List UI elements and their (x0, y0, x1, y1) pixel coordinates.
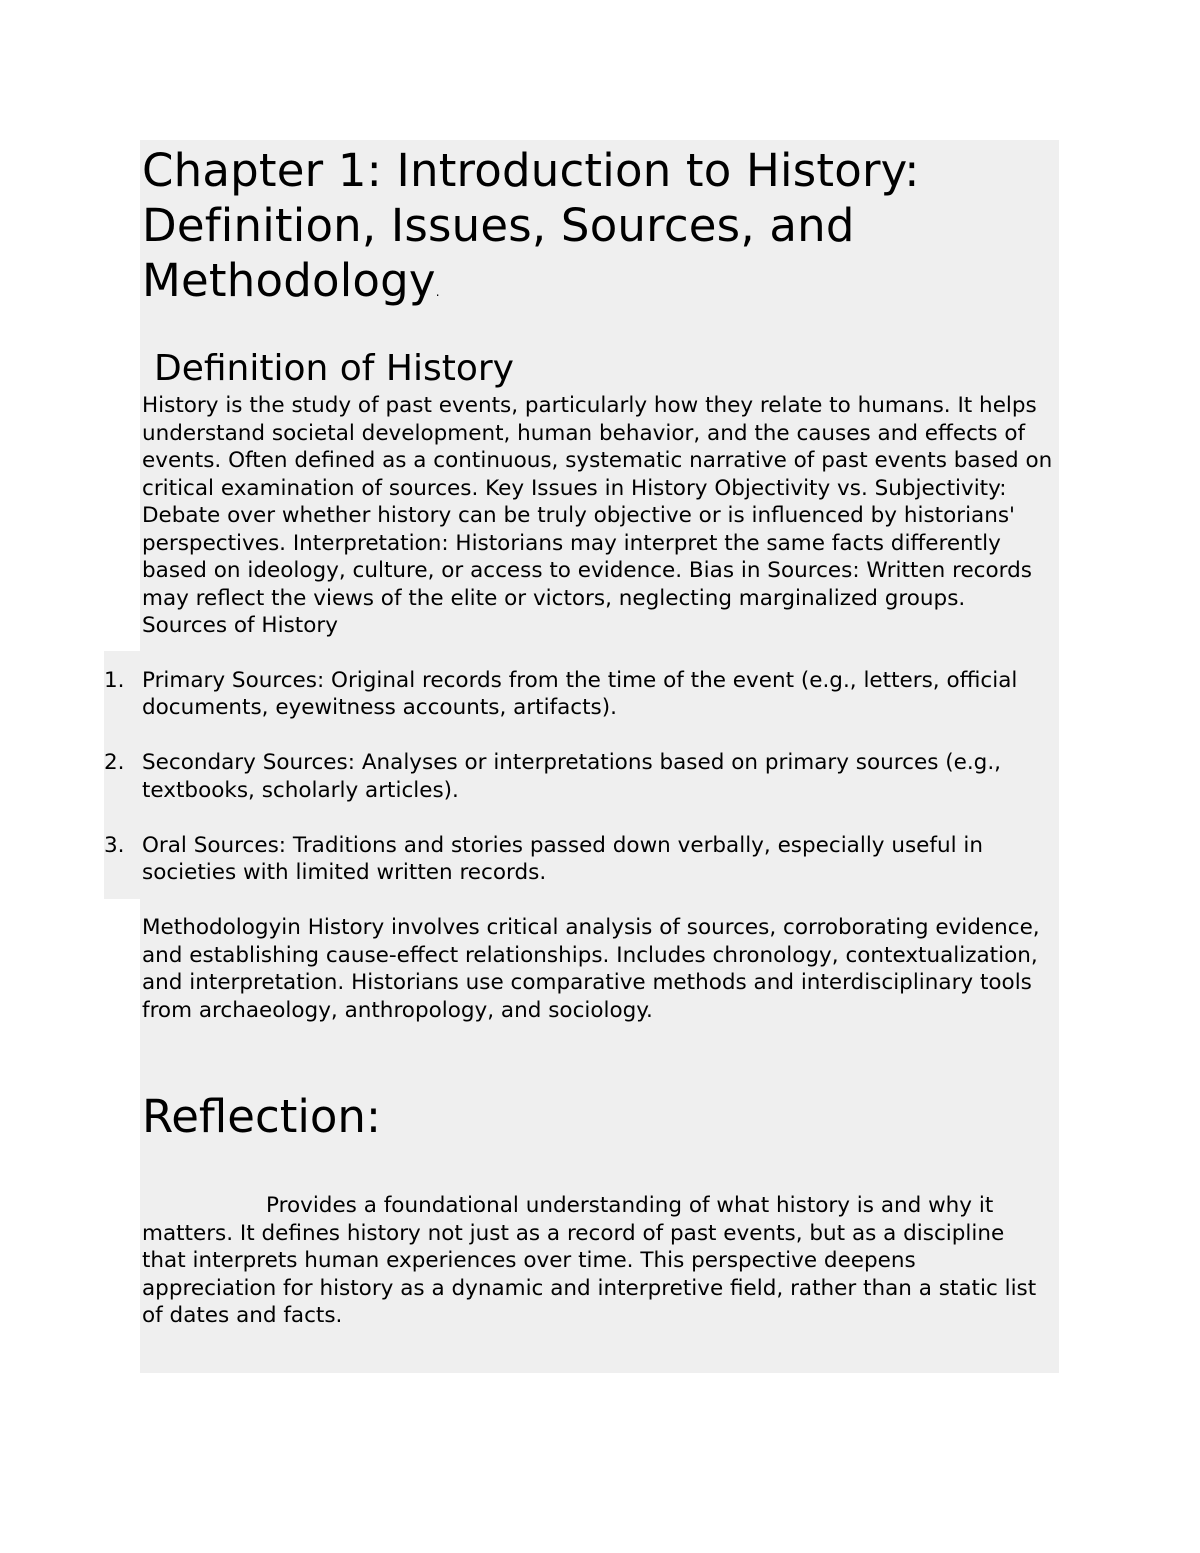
list-item-number: 1. (104, 667, 125, 693)
chapter-title-text: Chapter 1: Introduction to History: Definition, Issues, Sources, and Methodology (142, 144, 920, 307)
list-item (104, 667, 1054, 722)
list-item-text: Secondary Sources: Analyses or interpretations based on primary sources (e.g., textbooks, scholarly articles). (142, 750, 1002, 803)
reflection-paragraph: Provides a foundational understanding of what history is and why it matters. It defines history not just as a record of past events, but as a discipline that interprets human experiences over time. This perspective deepens appreciation for history as a dynamic and interpretive field, rather than a static list of dates and facts. (142, 1193, 1037, 1328)
list-item-number: 2. (104, 750, 125, 775)
list-item-number: 3. (104, 832, 125, 858)
reflection-heading: Reflection: (142, 1090, 382, 1143)
list-item-text: Primary Sources: Original records from the time of the event (e.g., letters, official documents, eyewitness accounts, artifacts). (142, 667, 1018, 720)
sources-list (104, 667, 1054, 887)
list-item (104, 832, 1054, 887)
chapter-title-dot: . (435, 285, 440, 299)
list-item (104, 749, 1054, 804)
definition-heading: Definition of History (154, 348, 514, 389)
document-body (104, 143, 1054, 1330)
definition-paragraph: History is the study of past events, particularly how they relate to humans. It helps understand societal development, human behavior, and the causes and effects of events. Often defined as a continuous, systematic narrative of past events based on critical examination of sources. Key Issues in History Objectivity vs. Subjectivity: Debate over whether history can be truly objective or is influenced by historians' perspectives. Interpretation: Historians may interpret the same facts differently based on ideology, culture, or access to evidence. Bias in Sources: Written records may reflect the views of the elite or victors, neglecting marginalized groups. Sources of History (142, 393, 1053, 638)
chapter-title (142, 143, 1054, 320)
list-item-text: Oral Sources: Traditions and stories passed down verbally, especially useful in societies with limited written records. (142, 832, 984, 885)
methodology-paragraph: Methodologyin History involves critical analysis of sources, corroborating evidence, and establishing cause-effect relationships. Includes chronology, contextualization, and interpretation. Historians use comparative methods and interdisciplinary tools from archaeology, anthropology, and sociology. (142, 915, 1040, 1023)
